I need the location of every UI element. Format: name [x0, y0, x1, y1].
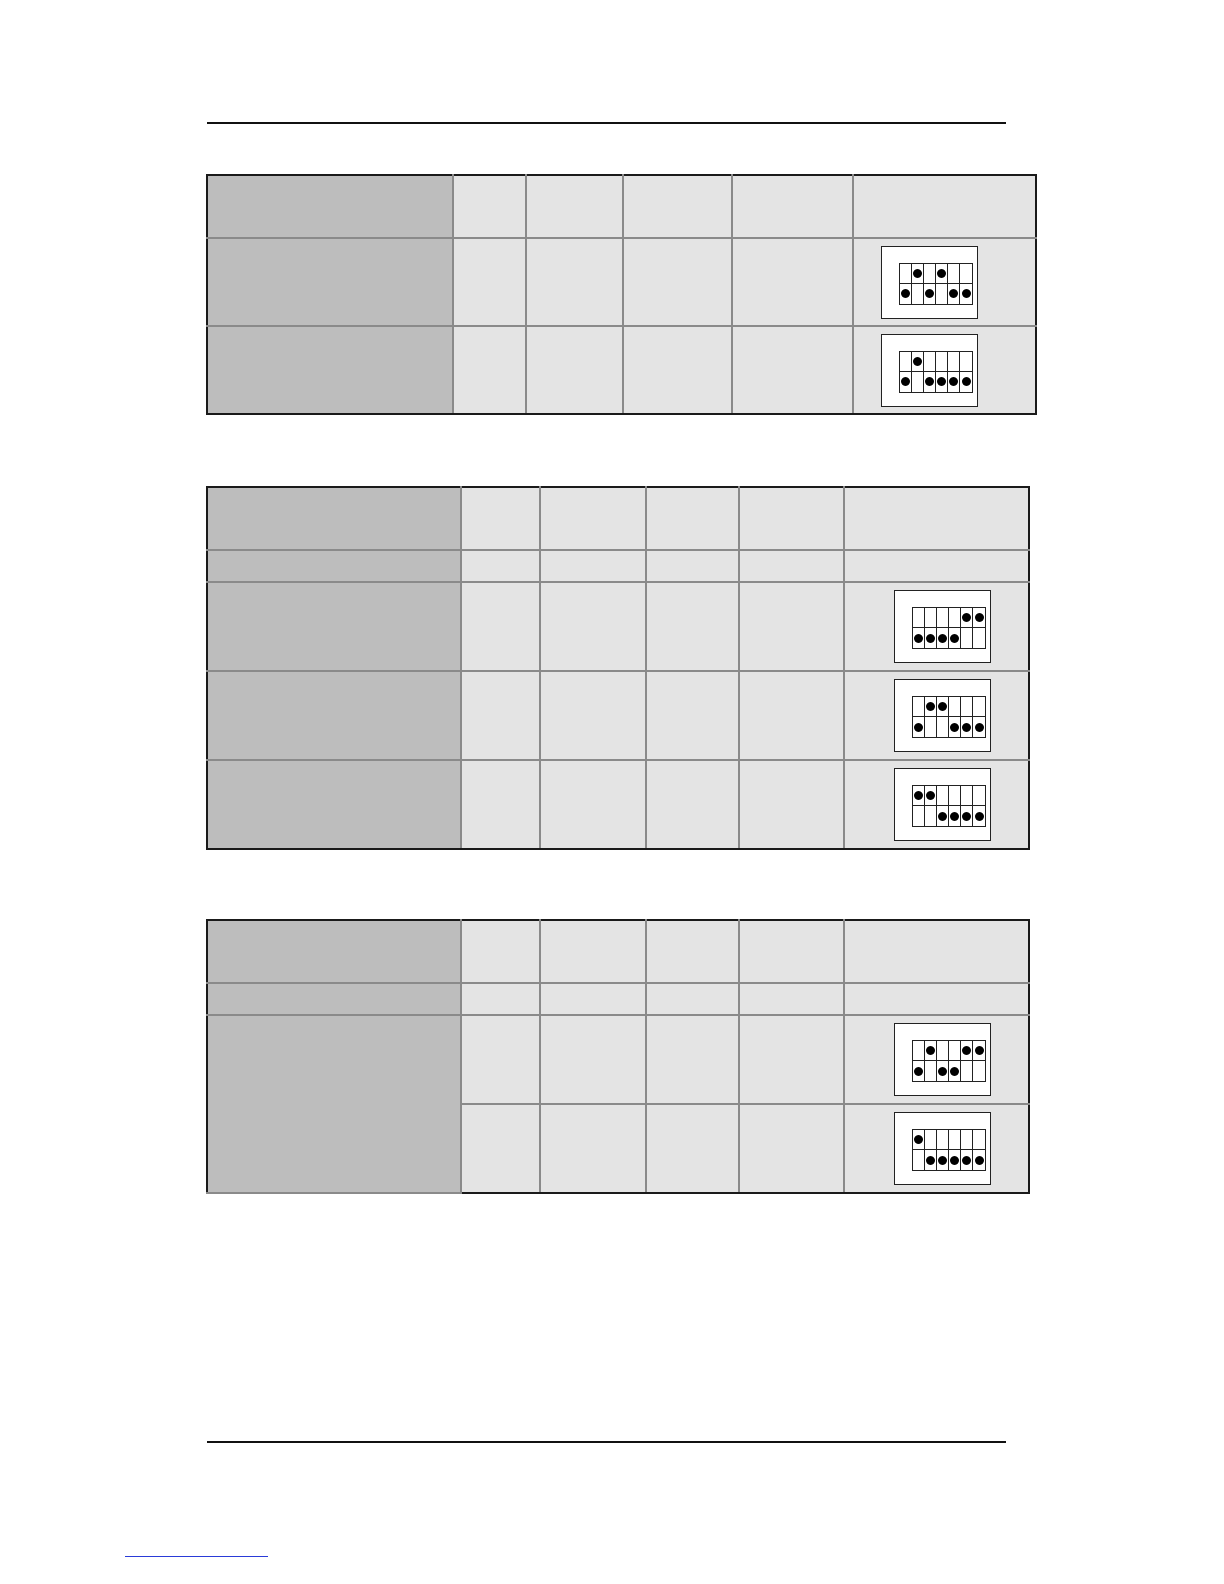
row-label-cell: [207, 487, 461, 550]
jumper-pin: [973, 628, 985, 648]
table-cell: [646, 920, 739, 983]
table-cell: [739, 983, 844, 1015]
table-cell: [739, 1104, 844, 1193]
jumper-diagram: [894, 590, 991, 663]
row-label-cell: [207, 175, 453, 238]
jumper-cap-dot: [950, 1156, 959, 1165]
table-cell: [739, 760, 844, 849]
jumper-diagram: [894, 1112, 991, 1185]
jumper-pin: [925, 806, 937, 826]
jumper-pin: [937, 1130, 949, 1150]
table-cell: [461, 550, 540, 582]
jumper-pin: [924, 372, 936, 392]
row-label-cell: [207, 671, 461, 760]
jumper-pin: [973, 717, 985, 737]
table-cell: [461, 983, 540, 1015]
jumper-diagram: [894, 679, 991, 752]
jumper-pin-grid: [912, 1129, 986, 1171]
jumper-pin: [937, 1061, 949, 1081]
table-cell: [453, 175, 526, 238]
jumper-cap-dot: [914, 723, 923, 732]
jumper-pin: [925, 786, 937, 806]
jumper-pin: [912, 264, 924, 284]
jumper-cap-dot: [975, 1156, 984, 1165]
jumper-diagram-cell: [844, 671, 1029, 760]
table-cell: [732, 326, 853, 414]
table-cell: [461, 760, 540, 849]
jumper-cap-dot: [950, 723, 959, 732]
row-label-cell: [207, 1015, 461, 1193]
jumper-diagram-cell: [844, 550, 1029, 582]
table-cell: [623, 175, 732, 238]
jumper-pin: [961, 628, 973, 648]
jumper-pin: [925, 1130, 937, 1150]
jumper-pin: [949, 1041, 961, 1061]
jumper-cap-dot: [926, 1046, 935, 1055]
jumper-pin: [961, 697, 973, 717]
jumper-cap-dot: [913, 269, 922, 278]
table-cell: [540, 671, 646, 760]
table-cell: [461, 487, 540, 550]
jumper-pin: [949, 806, 961, 826]
jumper-pin: [913, 608, 925, 628]
jumper-pin: [949, 1150, 961, 1170]
jumper-cap-dot: [962, 812, 971, 821]
jumper-pin: [936, 284, 948, 304]
jumper-pin: [961, 1150, 973, 1170]
jumper-diagram-cell: [853, 238, 1036, 326]
table-cell: [540, 920, 646, 983]
row-label-cell: [207, 326, 453, 414]
table-cell: [461, 671, 540, 760]
jumper-pin: [960, 352, 972, 372]
jumper-pin: [949, 628, 961, 648]
jumper-pin: [912, 372, 924, 392]
jumper-pin: [925, 1041, 937, 1061]
jumper-cap-dot: [962, 1046, 971, 1055]
table-cell: [453, 326, 526, 414]
jumper-pin: [973, 608, 985, 628]
jumper-diagram-cell: [853, 326, 1036, 414]
jumper-pin: [961, 1061, 973, 1081]
jumper-pin: [949, 697, 961, 717]
jumper-pin: [936, 264, 948, 284]
table-cell: [540, 550, 646, 582]
jumper-pin: [925, 608, 937, 628]
jumper-pin: [925, 697, 937, 717]
jumper-cap-dot: [913, 357, 922, 366]
jumper-pin: [948, 284, 960, 304]
jumper-pin: [913, 628, 925, 648]
jumper-pin: [912, 284, 924, 304]
jumper-pin: [937, 608, 949, 628]
jumper-pin: [913, 697, 925, 717]
jumper-pin: [937, 717, 949, 737]
row-label-cell: [207, 238, 453, 326]
table-cell: [453, 238, 526, 326]
table-cell: [526, 238, 623, 326]
jumper-cap-dot: [926, 791, 935, 800]
jumper-cap-dot: [925, 377, 934, 386]
table-cell: [732, 175, 853, 238]
jumper-cap-dot: [914, 1135, 923, 1144]
jumper-cap-dot: [975, 723, 984, 732]
table-cell: [646, 760, 739, 849]
jumper-pin-grid: [912, 607, 986, 649]
jumper-cap-dot: [938, 702, 947, 711]
table-cell: [540, 487, 646, 550]
table-cell: [461, 1104, 540, 1193]
jumper-pin: [973, 806, 985, 826]
jumper-pin: [924, 284, 936, 304]
jumper-cap-dot: [950, 634, 959, 643]
table-row: [207, 487, 1029, 550]
table-cell: [540, 983, 646, 1015]
jumper-pin: [948, 372, 960, 392]
table-row: [207, 983, 1029, 1015]
table-cell: [623, 238, 732, 326]
jumper-pin: [961, 1130, 973, 1150]
table-cell: [646, 550, 739, 582]
link-underline: [125, 1556, 268, 1557]
table-row: [207, 550, 1029, 582]
jumper-table-1: [206, 174, 1037, 415]
jumper-pin: [960, 372, 972, 392]
table-cell: [739, 920, 844, 983]
jumper-pin: [937, 628, 949, 648]
jumper-cap-dot: [901, 377, 910, 386]
jumper-pin: [949, 786, 961, 806]
jumper-cap-dot: [949, 289, 958, 298]
jumper-pin: [961, 806, 973, 826]
jumper-cap-dot: [950, 1067, 959, 1076]
jumper-pin: [924, 264, 936, 284]
table-row: [207, 760, 1029, 849]
jumper-diagram-cell: [844, 983, 1029, 1015]
table-cell: [739, 671, 844, 760]
jumper-cap-dot: [925, 289, 934, 298]
jumper-diagram-cell: [844, 582, 1029, 671]
jumper-pin: [913, 1130, 925, 1150]
jumper-cap-dot: [914, 1067, 923, 1076]
table-cell: [646, 582, 739, 671]
jumper-pin: [912, 352, 924, 372]
header-rule: [207, 122, 1006, 124]
jumper-pin: [961, 717, 973, 737]
table-cell: [540, 1104, 646, 1193]
table-row: [207, 582, 1029, 671]
jumper-diagram: [881, 334, 978, 407]
jumper-pin: [960, 284, 972, 304]
jumper-pin: [925, 717, 937, 737]
jumper-cap-dot: [962, 1156, 971, 1165]
jumper-pin: [900, 284, 912, 304]
table-cell: [646, 487, 739, 550]
jumper-diagram-cell: [844, 760, 1029, 849]
row-label-cell: [207, 550, 461, 582]
jumper-cap-dot: [962, 613, 971, 622]
jumper-cap-dot: [975, 1046, 984, 1055]
table-cell: [739, 487, 844, 550]
jumper-pin: [925, 1061, 937, 1081]
jumper-pin: [973, 1150, 985, 1170]
row-label-cell: [207, 983, 461, 1015]
jumper-cap-dot: [926, 1156, 935, 1165]
table-cell: [646, 983, 739, 1015]
jumper-pin: [949, 608, 961, 628]
table-row: [207, 920, 1029, 983]
jumper-pin: [936, 352, 948, 372]
table-row: [207, 326, 1036, 414]
jumper-pin: [913, 1041, 925, 1061]
jumper-diagram-cell: [844, 1104, 1029, 1193]
jumper-diagram-cell: [844, 1015, 1029, 1104]
jumper-pin: [925, 1150, 937, 1170]
table-row: [207, 1015, 1029, 1104]
jumper-pin: [961, 786, 973, 806]
jumper-pin: [948, 264, 960, 284]
jumper-cap-dot: [975, 613, 984, 622]
table-cell: [461, 1015, 540, 1104]
row-label-cell: [207, 760, 461, 849]
jumper-pin: [973, 1061, 985, 1081]
jumper-cap-dot: [949, 377, 958, 386]
jumper-pin: [924, 352, 936, 372]
jumper-cap-dot: [950, 812, 959, 821]
row-label-cell: [207, 582, 461, 671]
table-cell: [732, 238, 853, 326]
jumper-pin: [913, 1061, 925, 1081]
footer-rule: [207, 1441, 1006, 1443]
jumper-cap-dot: [938, 1156, 947, 1165]
jumper-pin: [949, 1130, 961, 1150]
table-cell: [540, 760, 646, 849]
jumper-pin-grid: [912, 1040, 986, 1082]
jumper-pin: [961, 1041, 973, 1061]
jumper-pin-grid: [912, 696, 986, 738]
jumper-pin: [973, 786, 985, 806]
table-cell: [540, 1015, 646, 1104]
table-cell: [646, 671, 739, 760]
jumper-diagram: [894, 768, 991, 841]
jumper-cap-dot: [937, 377, 946, 386]
table-row: [207, 238, 1036, 326]
jumper-cap-dot: [975, 812, 984, 821]
table-cell: [526, 326, 623, 414]
jumper-diagram-cell: [844, 487, 1029, 550]
table-row: [207, 671, 1029, 760]
jumper-pin-grid: [899, 351, 973, 393]
table-cell: [646, 1104, 739, 1193]
jumper-pin-grid: [912, 785, 986, 827]
jumper-diagram: [881, 246, 978, 319]
table-cell: [739, 582, 844, 671]
table-row: [207, 175, 1036, 238]
jumper-cap-dot: [962, 289, 971, 298]
jumper-cap-dot: [938, 1067, 947, 1076]
jumper-pin: [913, 717, 925, 737]
jumper-pin: [913, 806, 925, 826]
jumper-pin: [961, 608, 973, 628]
jumper-pin: [900, 352, 912, 372]
table-cell: [540, 582, 646, 671]
table-cell: [623, 326, 732, 414]
jumper-diagram-cell: [844, 920, 1029, 983]
jumper-pin: [937, 1041, 949, 1061]
jumper-cap-dot: [937, 269, 946, 278]
jumper-pin: [949, 717, 961, 737]
jumper-pin: [937, 786, 949, 806]
table-cell: [526, 175, 623, 238]
jumper-pin: [973, 1130, 985, 1150]
jumper-pin: [913, 786, 925, 806]
jumper-table-3: [206, 919, 1030, 1194]
table-cell: [739, 1015, 844, 1104]
jumper-pin: [937, 697, 949, 717]
jumper-pin-grid: [899, 263, 973, 305]
jumper-pin: [936, 372, 948, 392]
jumper-table-2: [206, 486, 1030, 850]
jumper-cap-dot: [914, 634, 923, 643]
jumper-cap-dot: [962, 723, 971, 732]
jumper-cap-dot: [938, 634, 947, 643]
table-cell: [646, 1015, 739, 1104]
jumper-cap-dot: [914, 791, 923, 800]
jumper-pin: [960, 264, 972, 284]
jumper-pin: [948, 352, 960, 372]
jumper-cap-dot: [938, 812, 947, 821]
jumper-cap-dot: [926, 702, 935, 711]
jumper-pin: [913, 1150, 925, 1170]
jumper-diagram-cell: [853, 175, 1036, 238]
jumper-pin: [925, 628, 937, 648]
jumper-pin: [973, 1041, 985, 1061]
table-cell: [461, 920, 540, 983]
jumper-pin: [900, 372, 912, 392]
row-label-cell: [207, 920, 461, 983]
table-cell: [461, 582, 540, 671]
jumper-cap-dot: [901, 289, 910, 298]
table-cell: [739, 550, 844, 582]
jumper-cap-dot: [962, 377, 971, 386]
jumper-cap-dot: [926, 634, 935, 643]
jumper-pin: [937, 806, 949, 826]
jumper-pin: [973, 697, 985, 717]
jumper-pin: [949, 1061, 961, 1081]
jumper-diagram: [894, 1023, 991, 1096]
jumper-pin: [937, 1150, 949, 1170]
jumper-pin: [900, 264, 912, 284]
